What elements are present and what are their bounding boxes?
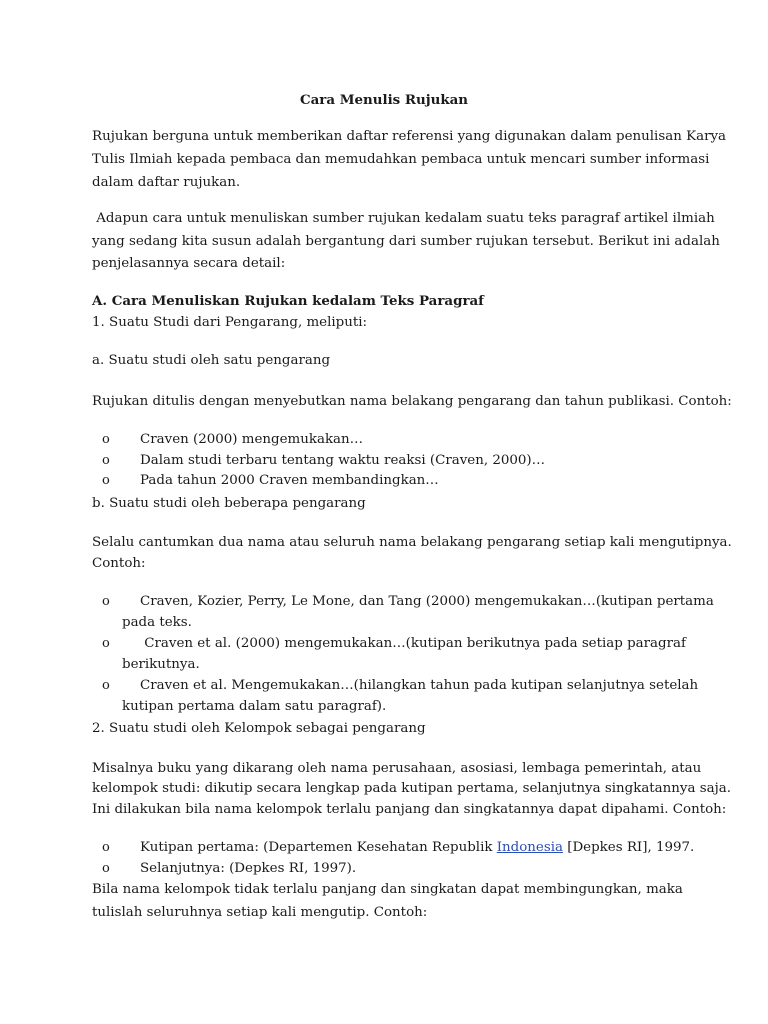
bullet-marker: o (102, 453, 110, 468)
paragraph-line: penjelasannya secara detail: (92, 256, 286, 271)
paragraph-line: Misalnya buku yang dikarang oleh nama perusahaan, asosiasi, lembaga pemerintah, atau (92, 761, 702, 776)
bullet-marker: o (102, 594, 110, 609)
sub-item-a: a. Suatu studi oleh satu pengarang (92, 353, 331, 368)
bullet-text: Craven (2000) mengemukakan… (140, 432, 364, 447)
rule-text: Selalu cantumkan dua nama atau seluruh nama belakang pengarang setiap kali mengutipnya. (92, 535, 732, 550)
paragraph-line: yang sedang kita susun adalah bergantung dari sumber rujukan tersebut. Berikut ini adalah (92, 234, 720, 249)
bullet-text: Dalam studi terbaru tentang waktu reaksi (Craven, 2000)… (140, 453, 546, 468)
bullet-text: Selanjutnya: (Depkes RI, 1997). (140, 861, 357, 876)
intro-line: Tulis Ilmiah kepada pembaca dan memudahkan pembaca untuk mencari sumber informasi (92, 152, 710, 167)
bullet-text: Craven, Kozier, Perry, Le Mone, dan Tang (2000) mengemukakan…(kutipan pertama (140, 594, 714, 609)
paragraph-line: tulislah seluruhnya setiap kali mengutip. Contoh: (92, 905, 428, 920)
bullet-marker: o (102, 840, 110, 855)
bullet-marker: o (102, 861, 110, 876)
list-item-1: 1. Suatu Studi dari Pengarang, meliputi: (92, 315, 368, 330)
indonesia-link[interactable]: Indonesia (496, 840, 563, 855)
bullet-marker: o (102, 473, 110, 488)
rule-text: Rujukan ditulis dengan menyebutkan nama belakang pengarang dan tahun publikasi. Contoh: (92, 394, 732, 409)
intro-line: dalam daftar rujukan. (92, 175, 241, 190)
bullet-text: Craven et al. (2000) mengemukakan…(kutipan berikutnya pada setiap paragraf (140, 636, 686, 651)
list-item-2: 2. Suatu studi oleh Kelompok sebagai pengarang (92, 721, 426, 736)
bullet-text-post: [Depkes RI], 1997. (562, 840, 695, 855)
bullet-text-cont: berikutnya. (122, 657, 200, 672)
bullet-text: Craven et al. Mengemukakan…(hilangkan tahun pada kutipan selanjutnya setelah (140, 678, 699, 693)
page-title: Cara Menulis Rujukan (299, 92, 469, 108)
bullet-text-pre: Kutipan pertama: (Departemen Kesehatan Republik (140, 840, 497, 855)
bullet-text-cont: pada teks. (122, 615, 192, 630)
section-heading: A. Cara Menuliskan Rujukan kedalam Teks Paragraf (92, 293, 484, 309)
intro-line: Rujukan berguna untuk memberikan daftar referensi yang digunakan dalam penulisan Karya (92, 129, 727, 144)
paragraph-line: Adapun cara untuk menuliskan sumber rujukan kedalam suatu teks paragraf artikel ilmiah (92, 211, 715, 226)
rule-text: Contoh: (92, 556, 146, 571)
bullet-marker: o (102, 678, 110, 693)
bullet-text: Pada tahun 2000 Craven membandingkan… (140, 473, 439, 488)
paragraph-line: Bila nama kelompok tidak terlalu panjang dan singkatan dapat membingungkan, maka (92, 882, 683, 897)
bullet-text-cont: kutipan pertama dalam satu paragraf). (122, 699, 387, 714)
sub-item-b: b. Suatu studi oleh beberapa pengarang (92, 496, 366, 511)
paragraph-line: Ini dilakukan bila nama kelompok terlalu panjang dan singkatannya dapat dipahami. Contoh: (92, 802, 727, 817)
paragraph-line: kelompok studi: dikutip secara lengkap pada kutipan pertama, selanjutnya singkatannya saja. (92, 781, 731, 796)
bullet-marker: o (102, 432, 110, 447)
bullet-marker: o (102, 636, 110, 651)
bullet-text (140, 840, 694, 856)
